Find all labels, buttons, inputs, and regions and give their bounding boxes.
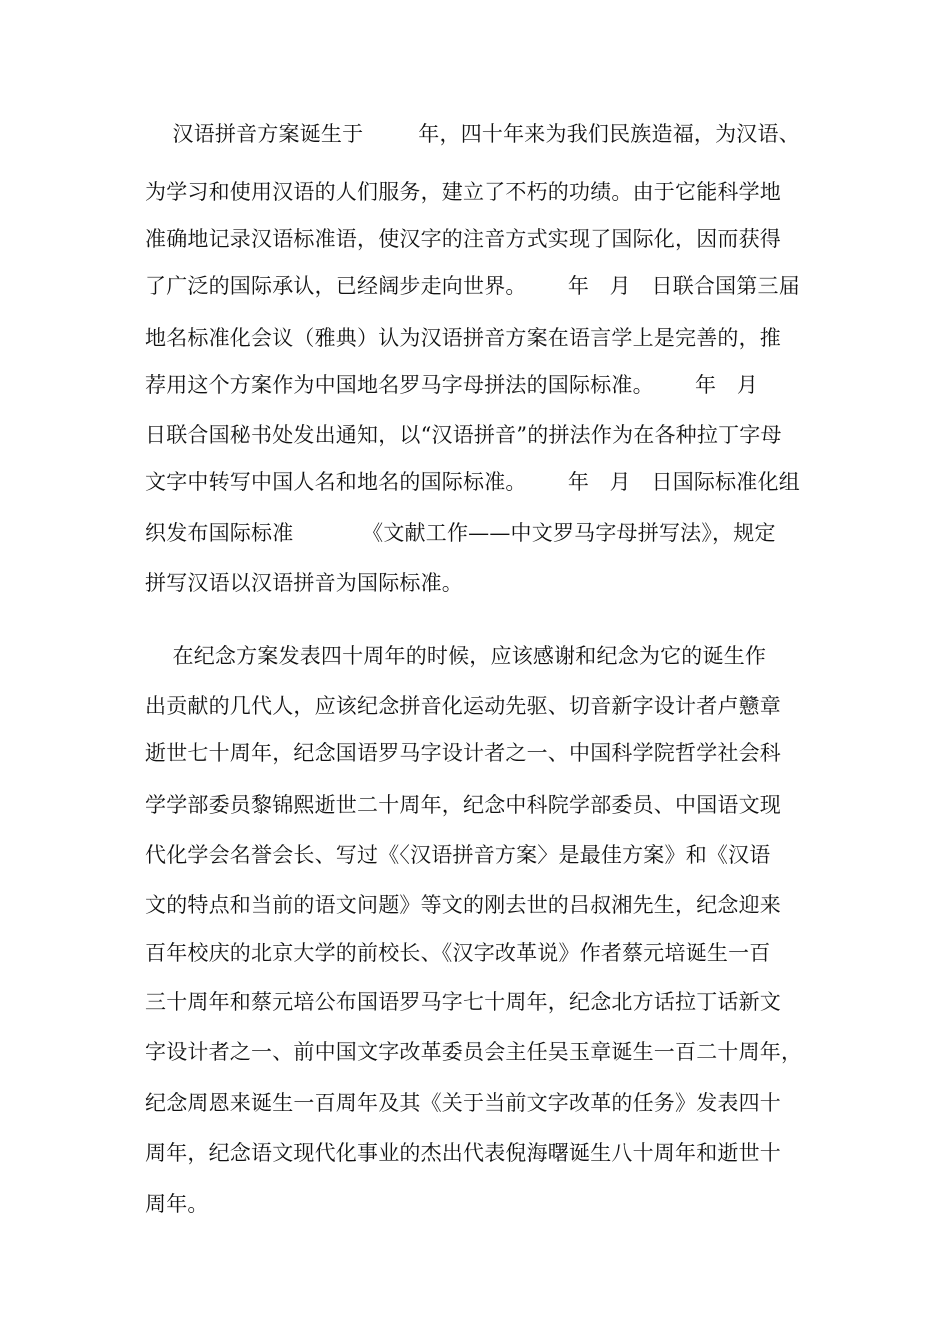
paragraph-line: 文字中转写中国人名和地名的国际标准。 年 月 日国际标准化组 bbox=[145, 470, 800, 494]
paragraph-line: 纪念周恩来诞生一百周年及其《关于当前文字改革的任务》发表四十 bbox=[145, 1091, 781, 1115]
paragraph-line: 织发布国际标准 《文献工作——中文罗马字母拼写法》，规定 bbox=[145, 521, 776, 545]
paragraph-line: 周年，纪念语文现代化事业的杰出代表倪海曙诞生八十周年和逝世十 bbox=[145, 1141, 781, 1165]
paragraph-line: 准确地记录汉语标准语，使汉字的注音方式实现了国际化，因而获得 bbox=[145, 227, 781, 251]
paragraph-line: 汉语拼音方案诞生于 年，四十年来为我们民族造福，为汉语、 bbox=[145, 122, 800, 146]
paragraph-line: 学学部委员黎锦熙逝世二十周年，纪念中科院学部委员、中国语文现 bbox=[145, 793, 781, 817]
paragraph-line: 出贡献的几代人，应该纪念拼音化运动先驱、切音新字设计者卢戆章 bbox=[145, 694, 781, 718]
paragraph-line: 百年校庆的北京大学的前校长、《汉字改革说》作者蔡元培诞生一百 bbox=[145, 941, 771, 965]
paragraph-line: 在纪念方案发表四十周年的时候，应该感谢和纪念为它的诞生作 bbox=[145, 644, 767, 668]
paragraph-line: 文的特点和当前的语文问题》等文的刚去世的吕叔湘先生，纪念迎来 bbox=[145, 893, 781, 917]
paragraph-line: 代化学会名誉会长、写过《〈汉语拼音方案〉是最佳方案》和《汉语 bbox=[145, 843, 771, 867]
paragraph-line: 三十周年和蔡元培公布国语罗马字七十周年，纪念北方话拉丁话新文 bbox=[145, 990, 781, 1014]
paragraph-line: 为学习和使用汉语的人们服务，建立了不朽的功绩。由于它能科学地 bbox=[145, 180, 781, 204]
paragraph-line: 拼写汉语以汉语拼音为国际标准。 bbox=[145, 571, 463, 595]
paragraph-line: 了广泛的国际承认，已经阔步走向世界。 年 月 日联合国第三届 bbox=[145, 274, 800, 298]
paragraph-line: 周年。 bbox=[145, 1192, 209, 1216]
paragraph-line: 逝世七十周年，纪念国语罗马字设计者之一、中国科学院哲学社会科 bbox=[145, 741, 781, 765]
paragraph-line: 日联合国秘书处发出通知，以“汉语拼音”的拼法作为在各种拉丁字母 bbox=[145, 423, 782, 447]
paragraph-line: 荐用这个方案作为中国地名罗马字母拼法的国际标准。 年 月 bbox=[145, 373, 759, 397]
paragraph-line: 字设计者之一、前中国文字改革委员会主任吴玉章诞生一百二十周年， bbox=[145, 1040, 803, 1064]
paragraph-line: 地名标准化会议（雅典）认为汉语拼音方案在语言学上是完善的，推 bbox=[145, 326, 781, 350]
